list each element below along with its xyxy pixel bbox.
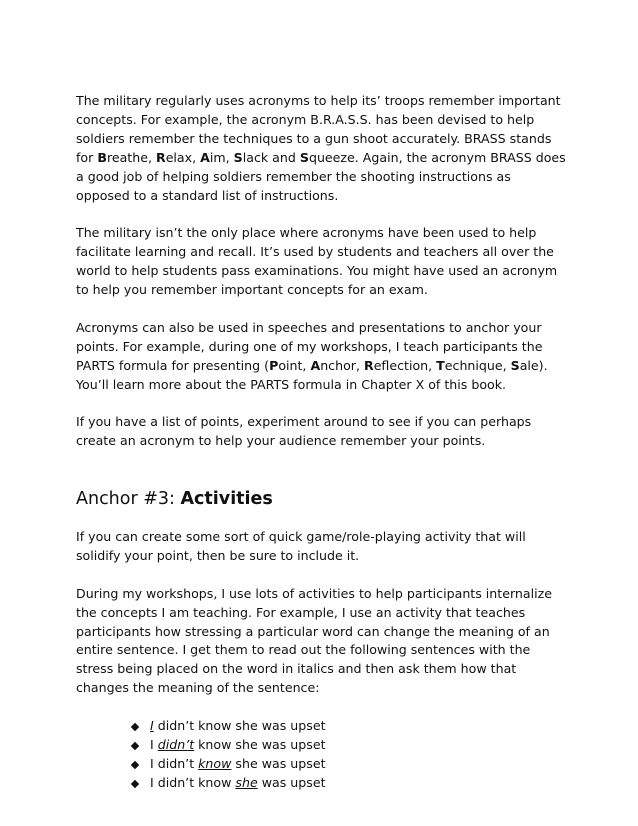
diamond-bullet-icon: [131, 780, 139, 788]
bold-letter: R: [363, 357, 374, 373]
list-item: [132, 736, 568, 755]
text-run: nchor,: [320, 357, 364, 373]
list-item: [132, 755, 568, 774]
stressed-word: know: [198, 755, 232, 771]
paragraph-brass: [76, 92, 568, 205]
text-run: reathe,: [106, 149, 156, 165]
text-run: Acronyms can also be used in speeches and presentations to anchor your points. For example, during one of my workshops, I teach participants the PARTS formula for presenting (: [76, 319, 543, 373]
paragraph-quick-game: If you can create some sort of quick game/role-playing activity that will solidify your point, then be sure to include it.: [76, 529, 526, 563]
paragraph-parts: [76, 319, 568, 395]
bold-letter: A: [200, 149, 210, 165]
text-run: queeze. Again, the acronym BRASS does a good job of helping soldiers remember the shooting instructions as opposed to a standard list of instructions.: [76, 149, 566, 203]
text-run: lack and: [242, 149, 300, 165]
text-run: elax,: [165, 149, 201, 165]
text-run: didn’t know she was upset: [153, 718, 326, 734]
stressed-word: I: [150, 718, 154, 734]
stressed-word: she: [235, 774, 258, 790]
bold-letter: S: [299, 149, 309, 165]
paragraph-workshops: During my workshops, I use lots of activities to help participants internalize the concepts I am teaching. For example, I use an activity that teaches participants how stressing a particular word can change the meaning of an entire sentence. I get them to read out the following sentences with the stress being placed on the word in italics and then ask them how that changes the meaning of the sentence:: [76, 585, 552, 696]
bold-letter: S: [233, 149, 243, 165]
paragraph-list-of-points: If you have a list of points, experiment around to see if you can perhaps create an acronym to help your audience remember your points.: [76, 414, 532, 449]
text-run: echnique,: [444, 357, 511, 373]
text-run: ale). You’ll learn more about the PARTS formula in Chapter X of this book.: [76, 357, 548, 392]
bold-letter: P: [269, 357, 279, 373]
text-run: know she was upset: [194, 737, 326, 752]
diamond-bullet-icon: [131, 742, 139, 750]
bold-letter: A: [310, 357, 321, 373]
bold-letter: B: [97, 149, 107, 165]
text-run: eflection,: [373, 357, 437, 373]
page-content: [76, 92, 568, 793]
bold-letter: S: [510, 357, 520, 373]
stressed-word: didn’t: [157, 737, 195, 752]
diamond-bullet-icon: [131, 723, 139, 731]
section-heading: [76, 470, 568, 510]
text-run: was upset: [257, 774, 326, 790]
bold-letter: T: [436, 357, 445, 373]
diamond-bullet-icon: [131, 761, 139, 769]
text-run: she was upset: [231, 755, 326, 771]
list-item: [132, 717, 568, 736]
text-run: im,: [209, 149, 234, 165]
bold-letter: R: [155, 149, 166, 165]
text-run: I didn’t know: [150, 774, 236, 790]
text-run: I: [150, 737, 158, 752]
stress-sentence-list: [76, 717, 568, 793]
heading-prefix: Anchor #3:: [76, 489, 181, 510]
text-run: I didn’t: [150, 755, 199, 771]
text-run: oint,: [278, 357, 311, 373]
heading-bold: Activities: [180, 489, 273, 510]
list-item: [132, 774, 568, 793]
paragraph-military: The military isn’t the only place where acronyms have been used to help facilitate learning and recall. It’s used by students and teachers all over the world to help students pass examinations. You might have used an acronym to help you remember important concepts for an exam.: [76, 225, 558, 298]
text-run: The military regularly uses acronyms to help its’ troops remember important concepts. For example, the acronym B.R.A.S.S. has been devised to help soldiers remember the techniques to a gun shoot accurately. BRASS stands for: [76, 93, 561, 165]
